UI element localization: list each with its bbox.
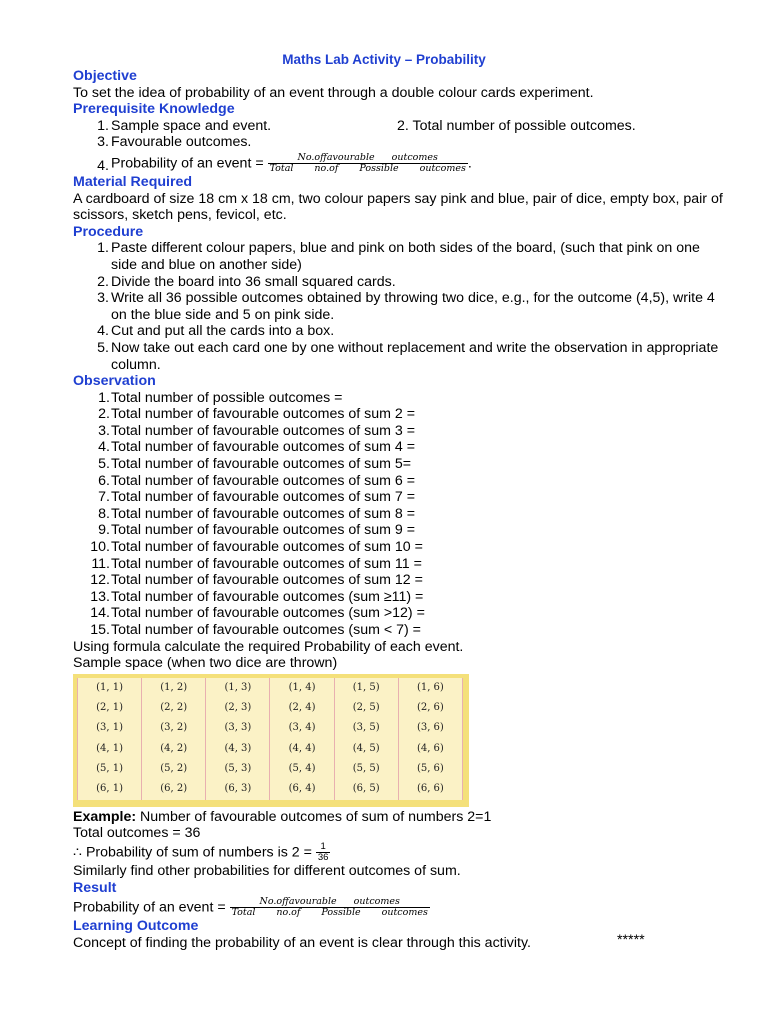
sample-space-cell: (6, 6) [398,779,462,799]
sample-space-cell: (1, 2) [142,678,206,698]
end-stars: ***** [617,931,645,948]
example-total: Total outcomes = 36 [73,825,201,842]
sample-space-cell: (4, 4) [270,739,334,759]
example-probability: ∴ Probability of sum of numbers is 2 = $\frac{1}{36}$ [73,840,329,863]
sample-space-cell: (5, 2) [142,759,206,779]
observation-item: 1. Total number of possible outcomes = [98,389,343,406]
prerequisite-item-4: 4. Probability of an event = $\frac{\text{No.offavourable outcomes}}{\text{Total no.of Possible outcomes}}$ . [97,151,472,174]
sample-space-cell: (6, 4) [270,779,334,799]
sample-space-cell: (5, 5) [334,759,398,779]
result-formula: Probability of an event = $\frac{\text{No.offavourable outcomes}}{\text{Total no.of Possible outcomes}}$ [73,896,428,919]
observation-item: 6. Total number of favourable outcomes of sum 6 = [98,472,416,489]
sample-space-row [78,718,463,738]
sample-space-cell: (5, 6) [398,759,462,779]
observation-item: 8. Total number of favourable outcomes of sum 8 = [98,505,416,522]
prerequisite-item-2: Total number of possible outcomes. [412,117,636,134]
sample-space-row [78,739,463,759]
sample-space-cell: (2, 6) [398,698,462,718]
sample-space-cell: (4, 3) [206,739,270,759]
observation-item: 7. Total number of favourable outcomes of sum 7 = [98,489,416,506]
sample-space-row [78,759,463,779]
content-body [73,68,723,951]
sample-space-cell: (6, 2) [142,779,206,799]
sample-space-cell: (1, 6) [398,678,462,698]
observation-item: 11. Total number of favourable outcomes of sum 11 = [91,555,422,572]
procedure-step: 2. Divide the board into 36 small squared cards. [97,273,396,290]
observation-item: 9. Total number of favourable outcomes of sum 9 = [98,522,416,539]
sample-space-cell: (4, 2) [142,739,206,759]
observation-item: 10. Total number of favourable outcomes of sum 10 = [90,539,423,556]
sample-space-cell: (3, 6) [398,718,462,738]
sample-space-cell: (3, 2) [142,718,206,738]
sample-space-cell: (4, 1) [78,739,142,759]
sample-space-cell: (1, 4) [270,678,334,698]
sample-space-table [77,678,463,800]
procedure-step: 1. Paste different colour papers, blue and pink on both sides of the board, (such that pink on one side and blue on another side) [97,240,700,273]
observation-item: 14. Total number of favourable outcomes (sum >12) = [90,605,425,622]
prerequisite-item-1-2: 1. Sample space and event. 2. Total number of possible outcomes. [97,117,636,134]
result-heading: Result [73,879,117,896]
observation-item: 13. Total number of favourable outcomes (sum ≥11) = [90,588,424,605]
sample-space-cell: (2, 3) [206,698,270,718]
example-fraction: $\frac{1}{36}$ [317,840,329,863]
page-title: Maths Lab Activity – Probability [282,52,486,67]
learning-heading: Learning Outcome [73,918,199,935]
sample-space-row [78,678,463,698]
probability-formula: $\frac{\text{No.offavourable outcomes}}{\text{Total no.of Possible outcomes}}$ [269,151,466,174]
observation-item: 15. Total number of favourable outcomes (sum < 7) = [90,622,421,638]
sample-space-cell: (2, 5) [334,698,398,718]
learning-text: Concept of finding the probability of an event is clear through this activity. ***** [73,931,645,951]
sample-space-row [78,698,463,718]
objective-heading: Objective [73,68,137,84]
observation-item: 4. Total number of favourable outcomes of sum 4 = [98,439,416,456]
sample-space-cell: (5, 3) [206,759,270,779]
sample-space-cell: (2, 1) [78,698,142,718]
observation-list [73,390,723,639]
observation-heading: Observation [73,373,156,390]
observation-item: 3. Total number of favourable outcomes of sum 3 = [98,422,416,439]
sample-space-row [78,779,463,799]
observation-item: 12. Total number of favourable outcomes of sum 12 = [90,572,423,589]
procedure-list [73,240,723,373]
procedure-step: 5. Now take out each card one by one without replacement and write the observation in appropriate column. [97,339,719,373]
sample-space-cell: (3, 3) [206,718,270,738]
sample-space-cell: (3, 5) [334,718,398,738]
sample-space-caption: Sample space (when two dice are thrown) [73,655,338,672]
procedure-step: 3. Write all 36 possible outcomes obtained by throwing two dice, e.g., for the outcome (4,5), write 4 on the blue side and 5 on pink side. [97,290,715,323]
sample-space-cell: (6, 3) [206,779,270,799]
sample-space-cell: (4, 6) [398,739,462,759]
sample-space-cell: (3, 4) [270,718,334,738]
sample-space-cell: (2, 4) [270,698,334,718]
formula-instruction: Using formula calculate the required Probability of each event. [73,638,464,655]
sample-space-cell: (5, 4) [270,759,334,779]
sample-space-cell: (1, 1) [78,678,142,698]
sample-space-cell: (1, 3) [206,678,270,698]
observation-item: 5. Total number of favourable outcomes of sum 5= [98,456,412,473]
example-line: Example: Number of favourable outcomes of sum of numbers 2=1 [73,808,492,825]
prerequisite-item-1: Sample space and event. [111,117,272,134]
material-heading: Material Required [73,173,193,190]
result-fraction: $\frac{\text{No.offavourable outcomes}}{\text{Total no.of Possible outcomes}}$ [231,896,428,919]
sample-space-cell: (5, 1) [78,759,142,779]
prerequisite-heading: Prerequisite Knowledge [73,101,235,118]
prerequisite-item-3: 3. Favourable outcomes. [97,134,252,151]
sample-space-cell: (6, 1) [78,779,142,799]
example-label: Example: [73,808,137,825]
sample-space-cell: (1, 5) [334,678,398,698]
observation-item: 2. Total number of favourable outcomes of sum 2 = [98,406,416,423]
sample-space-cell: (3, 1) [78,718,142,738]
objective-text: To set the idea of probability of an event through a double colour cards experiment. [73,84,594,101]
sample-space-cell: (2, 2) [142,698,206,718]
procedure-heading: Procedure [73,223,144,240]
procedure-step: 4. Cut and put all the cards into a box. [97,323,335,340]
sample-space-grid [73,674,469,807]
sample-space-cell: (6, 5) [334,779,398,799]
sample-space-cell: (4, 5) [334,739,398,759]
example-similar: Similarly find other probabilities for different outcomes of sum. [73,862,461,879]
material-text: A cardboard of size 18 cm x 18 cm, two colour papers say pink and blue, pair of dice, empty box, pair of scissors, sketch pens, fevicol, etc. [73,190,723,224]
